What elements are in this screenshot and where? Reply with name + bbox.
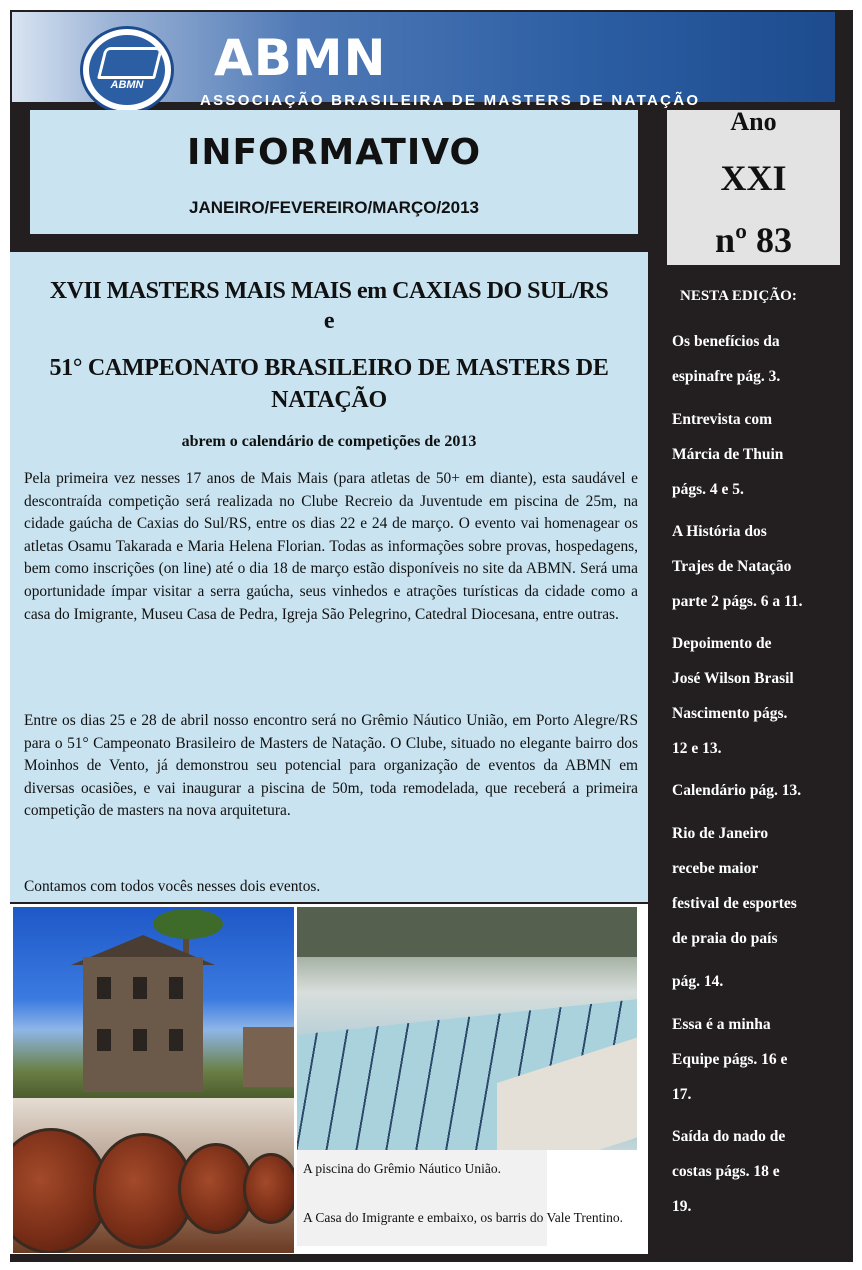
article-subheadline: abrem o calendário de competições de 2013 xyxy=(181,433,477,450)
article-paragraph-2: Entre os dias 25 e 28 de abril nosso encontro será no Grêmio Náutico União, em Porto Alegre/RS para o 51° Campeonato Brasileiro de Masters de Natação. O Clube, situado no elegante bairro dos Moinhos de Vento, já demonstrou seu potencial para organização de eventos da ABMN em diversas ocasiões, e vai inaugurar a piscina de 50m, toda remodelada, que receberá a primeira competição de masters na nova arquitetura. xyxy=(24,712,638,820)
issue-box xyxy=(667,107,840,265)
sidebar-item[interactable]: Trajes de Natação xyxy=(672,558,792,575)
sidebar-heading: NESTA EDIÇÃO: xyxy=(680,288,797,304)
issue-volume: XXI xyxy=(720,158,787,198)
headline-1-line-1: XVII MASTERS MAIS MAIS em CAXIAS DO SUL/RS xyxy=(49,278,609,304)
sidebar-item[interactable]: espinafre pág. 3. xyxy=(672,368,781,385)
swimmer-icon xyxy=(97,47,163,79)
sidebar-item[interactable]: Equipe págs. 16 e xyxy=(672,1051,788,1068)
sidebar-item[interactable]: José Wilson Brasil xyxy=(672,670,794,687)
article-headline-2 xyxy=(10,352,648,416)
house-photo xyxy=(13,907,294,1112)
sidebar-item[interactable]: Márcia de Thuin xyxy=(672,446,784,463)
photo-captions xyxy=(297,1150,623,1246)
sidebar-item[interactable]: Entrevista com xyxy=(672,411,773,428)
sidebar-item[interactable]: costas págs. 18 e xyxy=(672,1163,780,1180)
sidebar-item[interactable]: pág. 14. xyxy=(672,973,724,990)
sidebar-item[interactable]: Nascimento págs. xyxy=(672,705,788,722)
issue-year-label: Ano xyxy=(730,107,777,136)
sidebar-item[interactable]: parte 2 págs. 6 a 11. xyxy=(672,593,803,610)
sidebar-item[interactable]: Depoimento de xyxy=(672,635,772,652)
sidebar-item[interactable]: 12 e 13. xyxy=(672,740,722,757)
pool-photo xyxy=(297,907,637,1150)
pool-caption: A piscina do Grêmio Náutico União. xyxy=(303,1161,501,1176)
sidebar-item[interactable]: 17. xyxy=(672,1086,692,1103)
header-banner xyxy=(12,12,835,109)
sidebar-item[interactable]: recebe maior xyxy=(672,860,759,877)
barrels-photo xyxy=(13,1098,294,1253)
brand-subtitle: ASSOCIAÇÃO BRASILEIRA DE MASTERS DE NATAÇÃO xyxy=(200,92,701,109)
article-headline-1 xyxy=(10,276,648,336)
logo-text: ABMN xyxy=(110,79,144,91)
sidebar-item[interactable]: Essa é a minha xyxy=(672,1016,771,1033)
sidebar-item[interactable]: Rio de Janeiro xyxy=(672,825,769,842)
sidebar-item[interactable]: Calendário pág. 13. xyxy=(672,782,802,799)
sidebar-item[interactable]: Saída do nado de xyxy=(672,1128,786,1145)
headline-2-line-1: 51° CAMPEONATO BRASILEIRO DE MASTERS DE xyxy=(49,355,609,381)
article-paragraph-1: Pela primeira vez nesses 17 anos de Mais Mais (para atletas de 50+ em diante), esta saudável e descontraída competição será realizada no Clube Recreio da Juventude em piscina de 25m, na cidade gaúcha de Caxias do Sul/RS, entre os dias 22 e 24 de março. O evento vai homenagear os atletas Osamu Takarada e Maria Helena Florian. Todas as informações sobre provas, hospedagens, bem como inscrições (on line) até o dia 18 de março estão disponíveis no site da ABMN. Será uma oportunidade ímpar visitar a serra gaúcha, seus vinhedos e atrações turísticas da cidade como a casa do Imigrante, Museu Casa de Pedra, Igreja São Pelegrino, Catedral Diocesana, entre outras. xyxy=(24,470,638,623)
house-caption: A Casa do Imigrante e embaixo, os barris do Vale Trentino. xyxy=(303,1210,623,1225)
sidebar-item[interactable]: A História dos xyxy=(672,523,767,540)
brand-name: ABMN xyxy=(214,29,387,87)
headline-2-line-2: NATAÇÃO xyxy=(271,387,387,413)
sidebar-item[interactable]: 19. xyxy=(672,1198,692,1215)
sidebar-item[interactable]: págs. 4 e 5. xyxy=(672,481,744,498)
main-article xyxy=(10,252,648,902)
informativo-box xyxy=(30,110,638,234)
article-paragraph-3: Contamos com todos vocês nesses dois eventos. xyxy=(24,878,321,895)
abmn-logo xyxy=(80,26,174,114)
edition-date: JANEIRO/FEVEREIRO/MARÇO/2013 xyxy=(188,198,479,217)
sidebar-item[interactable]: de praia do país xyxy=(672,930,778,947)
headline-1-line-2: e xyxy=(323,308,335,334)
photo-section xyxy=(10,904,648,1254)
sidebar-item[interactable]: festival de esportes xyxy=(672,895,797,912)
page-title: INFORMATIVO xyxy=(186,132,482,173)
sidebar-item[interactable]: Os benefícios da xyxy=(672,333,780,350)
issue-number: nº 83 xyxy=(715,220,792,260)
